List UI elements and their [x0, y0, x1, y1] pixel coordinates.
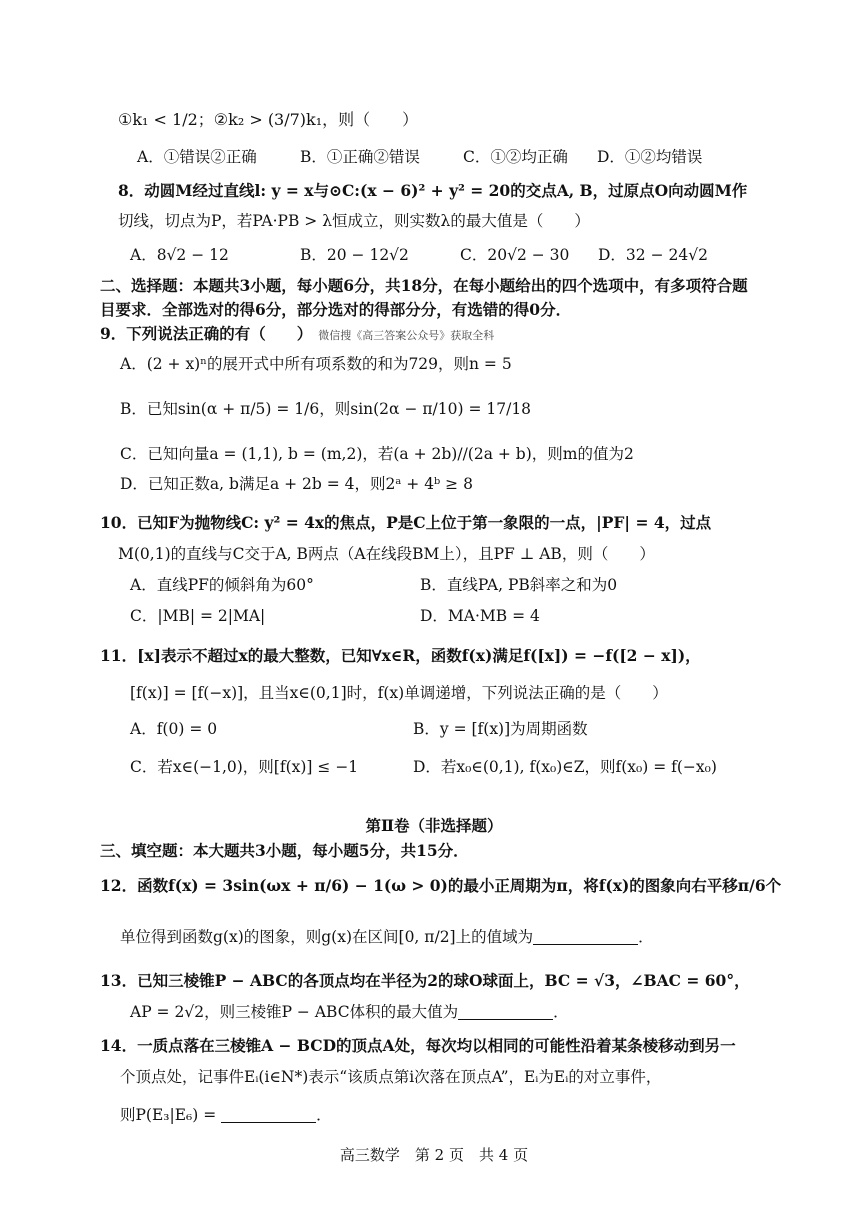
q11-option-a: A．f(0) = 0: [130, 720, 218, 738]
q10-stem-line1: 10．已知F为抛物线C: y² = 4x的焦点，P是C上位于第一象限的一点，|PF| = 4，过点: [100, 513, 712, 532]
q11-option-b: B．y = [f(x)]为周期函数: [413, 720, 588, 738]
q9-stem: [100, 326, 494, 343]
q13-stem-line1: 13．已知三棱锥P − ABC的各顶点均在半径为2的球O球面上，BC = √3，∠BAC = 60°，: [100, 971, 750, 990]
q13-stem-line2: [130, 1005, 569, 1021]
q8-stem-line1: 8．动圆M经过直线l: y = x与⊙C:(x − 6)² + y² = 20的交点A, B，过原点O向动圆M作: [118, 181, 748, 200]
q9-option-c: C．已知向量a = (1,1), b = (m,2)，若(a + 2b)//(2a + b)，则m的值为2: [120, 445, 634, 463]
q8-option-a: A．8√2 − 12: [130, 246, 229, 264]
q8-option-c: C．20√2 − 30: [460, 246, 570, 264]
q13-end-mark: ．: [553, 1003, 569, 1021]
q7-option-c: C．①②均正确: [463, 148, 568, 166]
q9-option-a: A．(2 + x)ⁿ的展开式中所有项系数的和为729，则n = 5: [120, 355, 512, 373]
q11-option-d: D．若x₀∈(0,1), f(x₀)∈Z，则f(x₀) = f(−x₀): [413, 758, 717, 776]
q10-option-c: C．|MB| = 2|MA|: [130, 607, 266, 625]
q14-end-mark: ．: [316, 1106, 332, 1124]
q9-stem-text: 9．下列说法正确的有（ ）: [100, 324, 313, 343]
q12-end-mark: ．: [638, 928, 654, 946]
q14-stem-line1: 14．一质点落在三棱锥A − BCD的顶点A处，每次均以相同的可能性沿着某条棱移动到另一: [100, 1036, 736, 1055]
section3-header: 三、填空题：本大题共3小题，每小题5分，共15分．: [100, 841, 469, 860]
q10-option-b: B．直线PA, PB斜率之和为0: [420, 576, 618, 594]
q10-option-a: A．直线PF的倾斜角为60°: [130, 576, 314, 594]
q10-stem-line2: M(0,1)的直线与C交于A, B两点（A在线段BM上），且PF ⊥ AB，则（ ）: [118, 545, 655, 563]
q11-stem-line2: [f(x)] = [f(−x)]，且当x∈(0,1]时，f(x)单调递增，下列说法正确的是（ ）: [130, 684, 668, 702]
q9-option-d: D．已知正数a, b满足a + 2b = 4，则2ᵃ + 4ᵇ ≥ 8: [120, 475, 473, 493]
q11-option-c: C．若x∈(−1,0)，则[f(x)] ≤ −1: [130, 758, 359, 776]
q13-stem-line2-text: AP = 2√2，则三棱锥P − ABC体积的最大值为: [130, 1003, 459, 1021]
q8-option-d: D．32 − 24√2: [598, 246, 708, 264]
q12-stem-line1: 12．函数f(x) = 3sin(ωx + π/6) − 1(ω > 0)的最小正周期为π，将f(x)的图象向右平移π/6个: [100, 876, 782, 895]
q8-option-b: B．20 − 12√2: [300, 246, 409, 264]
q10-option-d: D．MA·MB = 4: [420, 607, 540, 625]
section2-header-line2: 目要求．全部选对的得6分，部分选对的得部分分，有选错的得0分．: [100, 300, 572, 319]
part2-title: 第Ⅱ卷（非选择题）: [365, 816, 503, 835]
q9-watermark: 微信搜《高三答案公众号》获取全科: [318, 329, 495, 342]
q12-stem-line2: [120, 930, 654, 946]
page-footer: 高三数学 第 2 页 共 4 页: [339, 1146, 529, 1164]
q13-answer-blank[interactable]: [458, 1019, 553, 1020]
q14-stem-line2: 个顶点处，记事件Eᵢ(i∈N*)表示“该质点第i次落在顶点A”，Eᵢ为Eᵢ的对立事件，: [120, 1068, 662, 1086]
q14-answer-blank[interactable]: [221, 1122, 316, 1123]
section2-header-line1: 二、选择题：本题共3小题，每小题6分，共18分，在每小题给出的四个选项中，有多项符合题: [100, 276, 748, 295]
q12-stem-line2-text: 单位得到函数g(x)的图象，则g(x)在区间[0, π/2]上的值域为: [120, 928, 534, 946]
q7-option-d: D．①②均错误: [597, 148, 703, 166]
q11-stem-line1: 11．[x]表示不超过x的最大整数，已知∀x∈R，函数f(x)满足f([x]) = −f([2 − x])，: [100, 646, 701, 665]
q14-stem-line3: [120, 1108, 332, 1124]
q7-option-a: A．①错误②正确: [137, 148, 257, 166]
q8-stem-line2: 切线，切点为P，若PA·PB > λ恒成立，则实数λ的最大值是（ ）: [118, 212, 590, 230]
q12-answer-blank[interactable]: [533, 944, 638, 945]
q9-option-b: B．已知sin(α + π/5) = 1/6，则sin(2α − π/10) = 17/18: [120, 400, 532, 418]
q7-statements: ①k₁ < 1/2；②k₂ > (3/7)k₁，则（ ）: [118, 110, 419, 129]
q7-option-b: B．①正确②错误: [300, 148, 420, 166]
q14-stem-line3-text: 则P(E₃|E₆) =: [120, 1106, 222, 1124]
